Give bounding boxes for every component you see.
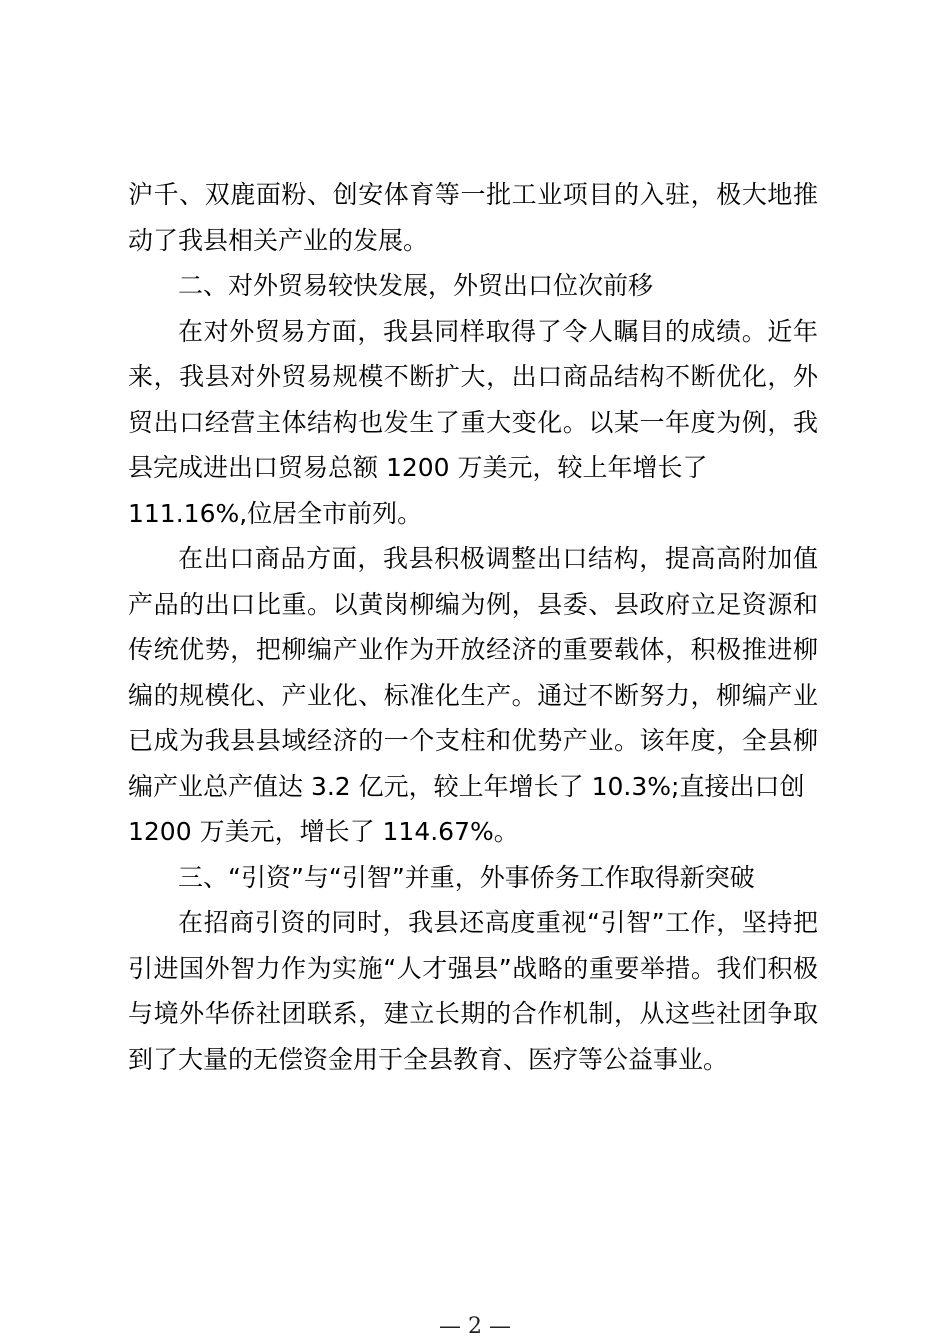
document-body [128, 172, 818, 1082]
paragraph-trade: 在对外贸易方面，我县同样取得了令人瞩目的成绩。近年来，我县对外贸易规模不断扩大，出口商品结构不断优化，外贸出口经营主体结构也发生了重大变化。以某一年度为例，我县完成进出口贸易总额 1200 万美元，较上年增长了 [128, 316, 818, 482]
paragraph-export-goods: 在出口商品方面，我县积极调整出口结构，提高高附加值产品的出口比重。以黄岗柳编为例，县委、县政府立足资源和传统优势，把柳编产业作为开放经济的重要载体，积极推进柳编的规模化、产业化、标准化生产。通过不断努力，柳编产业已成为我县县域经济的一个支柱和优势产业。该年度，全县柳编产业总产值达 3.2 亿元，较上年增长了 10.3%;直接出口创 [128, 544, 818, 801]
paragraph-talent: 在招商引资的同时，我县还高度重视“引智”工作，坚持把引进国外智力作为实施“人才强县”战略的重要举措。我们积极与境外华侨社团联系，建立长期的合作机制，从这些社团争取到了大量的无偿资金用于全县教育、医疗等公益事业。 [128, 908, 818, 1074]
page-number: — 2 — [439, 1314, 511, 1339]
paragraph-trade-tail: 111.16%,位居全市前列。 [128, 498, 423, 528]
section-heading-3: 三、“引资”与“引智”并重，外事侨务工作取得新突破 [178, 862, 755, 892]
section-heading-2: 二、对外贸易较快发展，外贸出口位次前移 [178, 271, 654, 300]
paragraph-continuation: 沪千、双鹿面粉、创安体育等一批工业项目的入驻，极大地推动了我县相关产业的发展。 [128, 180, 818, 255]
paragraph-export-goods-tail: 1200 万美元，增长了 114.67%。 [128, 817, 519, 846]
